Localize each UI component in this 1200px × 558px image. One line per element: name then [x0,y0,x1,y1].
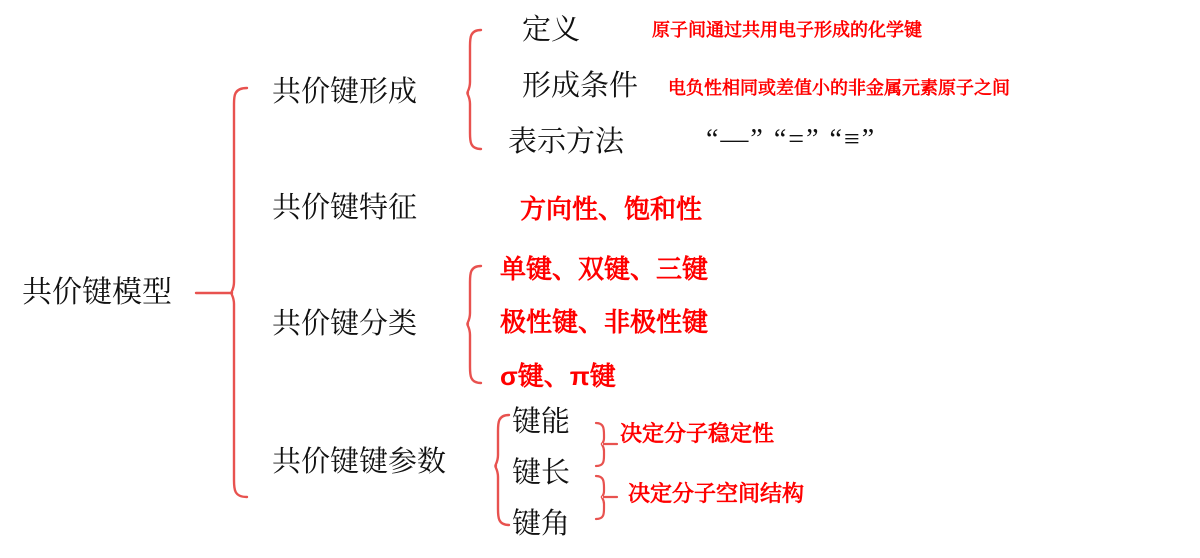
leaf-node-bond-count: 单键、双键、三键 [500,254,709,284]
branch-node-1: 共价键形成 [272,76,418,108]
note-representation-symbols: “—” “=” “≡” [706,124,877,155]
leaf-node-representation: 表示方法 [508,126,625,158]
leaf-node-characteristics: 方向性、饱和性 [520,194,703,224]
note-spatial-structure: 决定分子空间结构 [628,481,805,506]
param-bracket-2 [596,476,604,519]
leaf-node-polarity: 极性键、非极性键 [500,307,709,337]
leaf-node-bond-length: 键长 [512,457,571,489]
leaf-node-bond-angle: 键角 [512,508,571,540]
note-conditions: 电负性相同或差值小的非金属元素原子之间 [668,78,1010,98]
branch1-bracket [467,30,481,149]
leaf-node-conditions: 形成条件 [522,70,639,102]
note-bond-stability: 决定分子稳定性 [620,421,775,446]
root-node: 共价键模型 [22,276,172,309]
note-definition: 原子间通过共用电子形成的化学键 [652,20,922,40]
branch3-bracket [467,266,481,383]
branch-node-4: 共价键键参数 [272,446,447,478]
param-bracket-1 [596,423,604,466]
branch4-bracket [495,415,509,525]
branch-node-2: 共价键特征 [272,192,418,224]
leaf-node-definition: 定义 [522,14,581,46]
leaf-node-bond-energy: 键能 [512,406,571,438]
branch-node-3: 共价键分类 [272,308,418,340]
leaf-node-sigma-pi: σ键、π键 [500,361,616,391]
main-bracket [231,88,247,497]
